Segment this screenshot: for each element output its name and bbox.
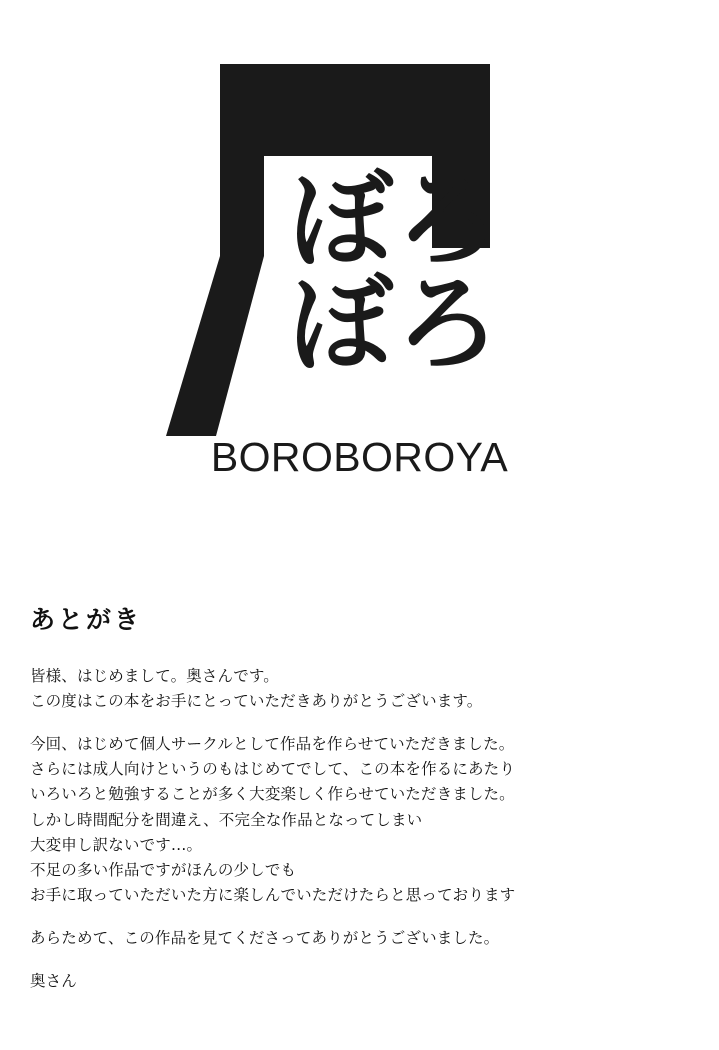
afterword-line: いろいろと勉強することが多く大変楽しく作らせていただきました。 <box>30 785 515 804</box>
logo-romaji-text: BOROBOROYA <box>210 434 509 480</box>
afterword-line: 不足の多い作品ですがほんの少しでも <box>30 860 297 879</box>
logo-kana-line-1: ぼろ <box>289 159 502 281</box>
afterword-line: 大変申し訳ないです…。 <box>30 835 203 854</box>
logo-kana-line-2: ぼろ <box>289 263 502 385</box>
afterword-line: この度はこの本をお手にとっていただきありがとうございます。 <box>30 692 483 711</box>
logo-block <box>0 60 719 481</box>
afterword-line: しかし時間配分を間違え、不完全な作品となってしまい <box>30 810 423 829</box>
afterword-paragraph-greeting <box>30 664 690 714</box>
afterword-line: 今回、はじめて個人サークルとして作品を作らせていただきました。 <box>30 735 515 754</box>
afterword-line: 皆様、はじめまして。奥さんです。 <box>30 667 279 685</box>
afterword-line: あらためて、この作品を見てくださってありがとうございました。 <box>30 928 500 947</box>
afterword-section <box>30 600 690 994</box>
afterword-line: お手に取っていただいた方に楽しんでいただけたらと思っております <box>30 885 516 904</box>
afterword-line: さらには成人向けというのもはじめてでして、この本を作るにあたり <box>30 760 515 779</box>
afterword-title: あとがき <box>30 605 143 634</box>
afterword-signature: 奥さん <box>30 972 77 991</box>
afterword-paragraph-closing <box>30 926 690 951</box>
boroboroya-logo-mark <box>160 60 560 440</box>
afterword-paragraph-body <box>30 732 690 908</box>
